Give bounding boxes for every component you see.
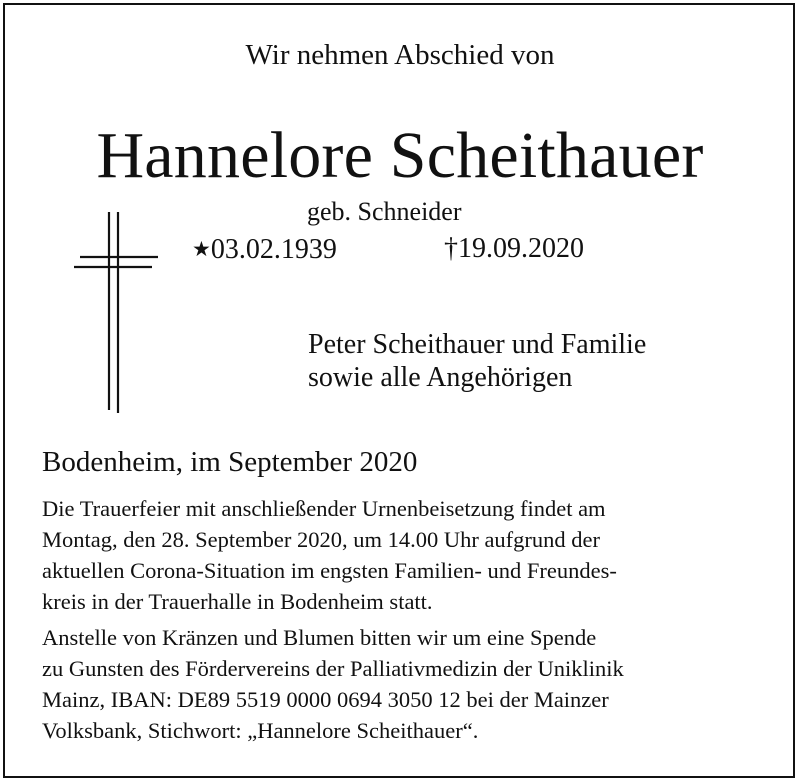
paragraph-line: kreis in der Trauerhalle in Bodenheim statt. [42,589,433,614]
paragraph-line: aktuellen Corona-Situation im engsten Familien- und Freundes- [42,558,617,583]
paragraph-line: zu Gunsten des Fördervereins der Palliativmedizin der Uniklinik [42,656,624,681]
paragraph-line: Montag, den 28. September 2020, um 14.00 Uhr aufgrund der [42,527,601,552]
birth-date-value: 03.02.1939 [210,234,337,265]
paragraph-line: Anstelle von Kränzen und Blumen bitten wir um eine Spende [42,625,597,650]
death-date [444,232,584,266]
paragraph-line: Mainz, IBAN: DE89 5519 0000 0694 3050 12 bei der Mainzer [42,687,609,712]
cross-icon [70,210,160,415]
deceased-name: Hannelore Scheithauer [96,119,704,192]
paragraph-line: Die Trauerfeier mit anschließender Urnenbeisetzung findet am [42,496,606,521]
intro-line: Wir nehmen Abschied von [245,39,555,71]
donation-paragraph [42,622,762,746]
mourner-line: Peter Scheithauer und Familie [308,329,647,360]
funeral-paragraph [42,493,762,617]
maiden-name: geb. Schneider [307,197,462,226]
place-date: Bodenheim, im September 2020 [42,446,418,478]
birth-date [192,232,337,267]
paragraph-line: Volksbank, Stichwort: „Hannelore Scheithauer“. [42,718,479,743]
mourners [308,328,646,394]
mourner-line: sowie alle Angehörigen [308,362,573,393]
death-date-value: 19.09.2020 [458,233,584,264]
dagger-icon: † [444,233,458,264]
star-icon: ★ [192,237,211,261]
